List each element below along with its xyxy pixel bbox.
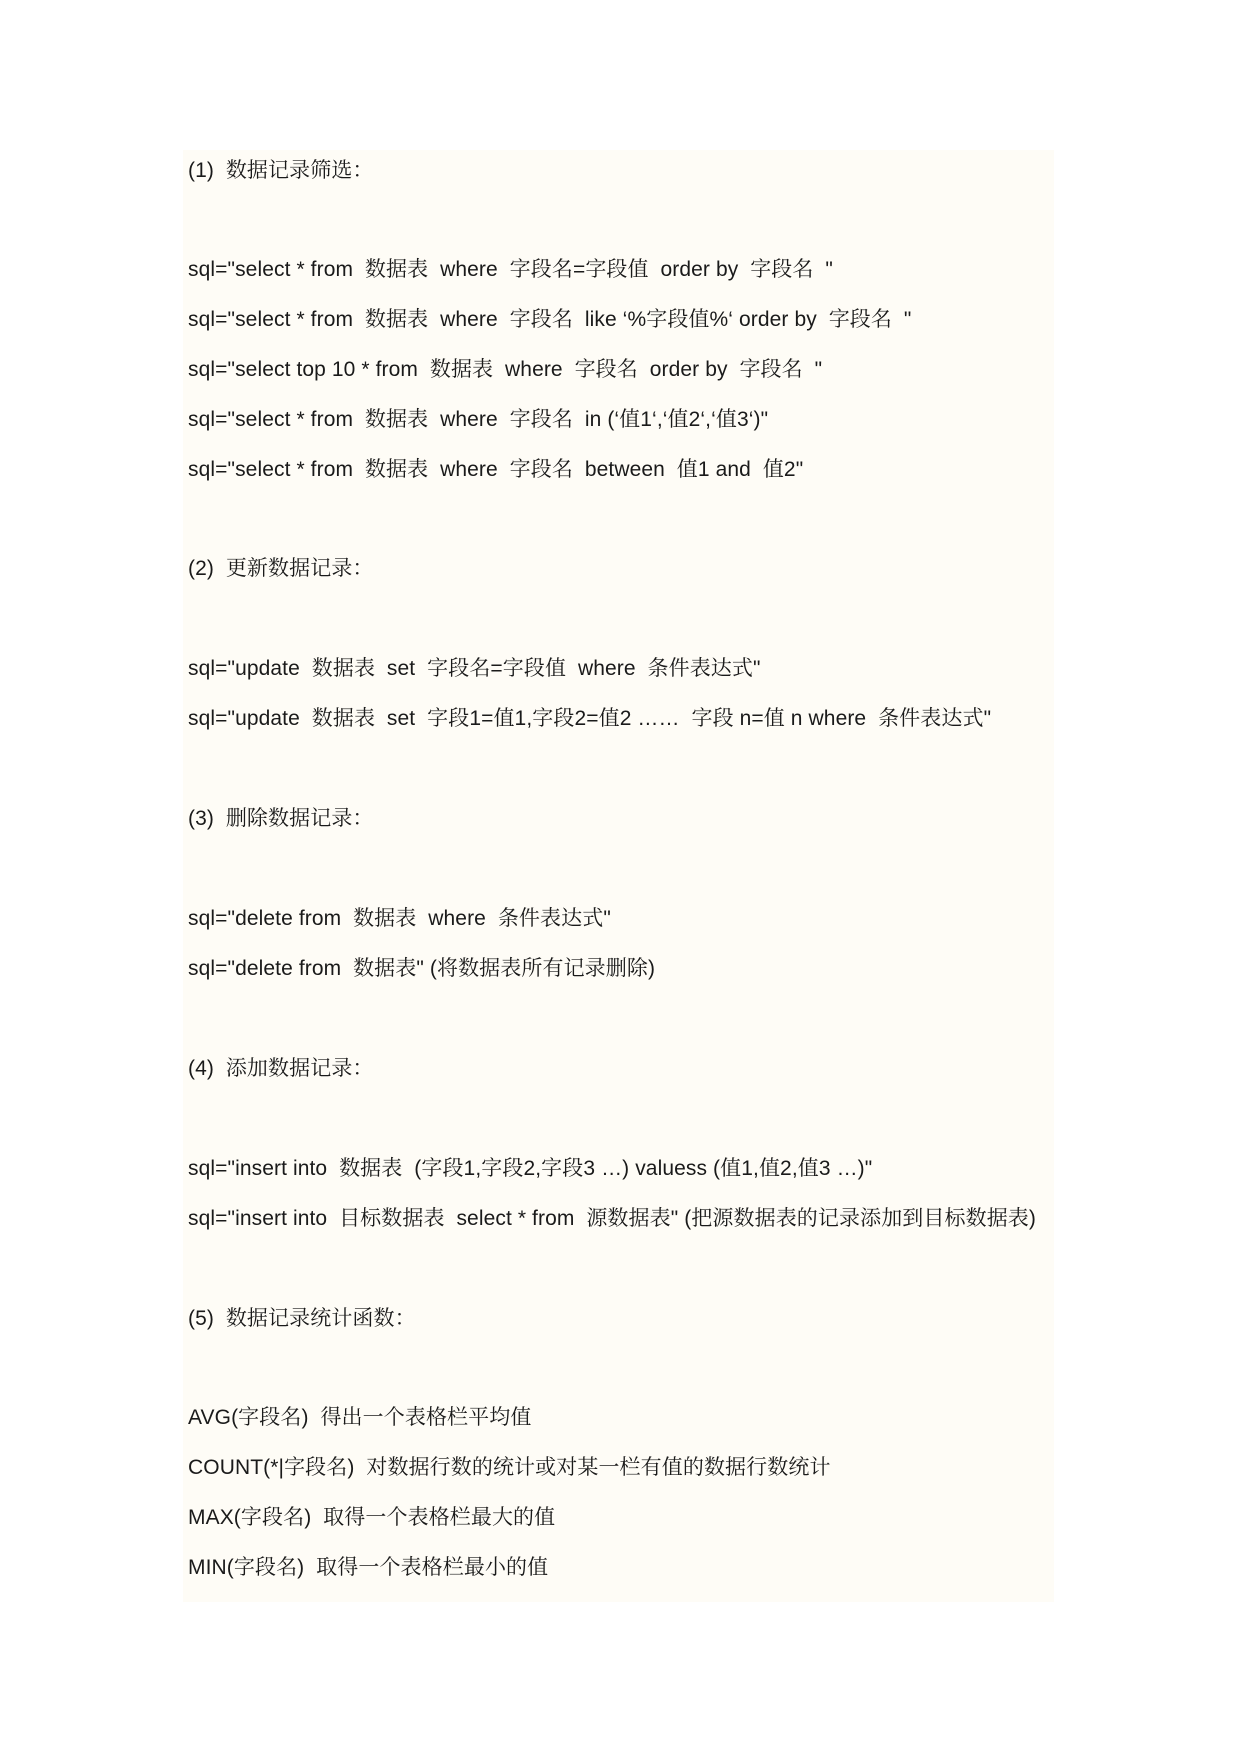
function-line: AVG(字段名) 得出一个表格栏平均值 [188, 1406, 532, 1429]
function-line: MIN(字段名) 取得一个表格栏最小的值 [188, 1556, 549, 1579]
section-1-heading: (1) 数据记录筛选： [188, 159, 374, 182]
code-line: sql="insert into 数据表 (字段1,字段2,字段3 …) valuess (值1,值2,值3 …)" [188, 1157, 873, 1180]
section-2-heading: (2) 更新数据记录： [188, 557, 374, 580]
code-line: sql="select * from 数据表 where 字段名=字段值 order by 字段名 " [188, 258, 833, 281]
code-line: sql="select top 10 * from 数据表 where 字段名 order by 字段名 " [188, 358, 823, 381]
section-3-heading: (3) 删除数据记录： [188, 807, 374, 830]
section-5-heading: (5) 数据记录统计函数： [188, 1307, 416, 1330]
code-line: sql="delete from 数据表 where 条件表达式" [188, 907, 611, 930]
function-line: MAX(字段名) 取得一个表格栏最大的值 [188, 1506, 556, 1529]
code-line: sql="update 数据表 set 字段1=值1,字段2=值2 …… 字段 n=值 n where 条件表达式" [188, 707, 992, 730]
code-line: sql="delete from 数据表" (将数据表所有记录删除) [188, 957, 656, 980]
code-line: sql="update 数据表 set 字段名=字段值 where 条件表达式" [188, 657, 761, 680]
section-4-heading: (4) 添加数据记录： [188, 1057, 374, 1080]
code-line: sql="select * from 数据表 where 字段名 in (‘值1‘,‘值2‘,‘值3‘)" [188, 408, 769, 431]
function-line: COUNT(*|字段名) 对数据行数的统计或对某一栏有值的数据行数统计 [188, 1456, 831, 1479]
code-line: sql="select * from 数据表 where 字段名 between 值1 and 值2" [188, 458, 804, 481]
code-line: sql="select * from 数据表 where 字段名 like ‘%字段值%‘ order by 字段名 " [188, 308, 912, 331]
code-line: sql="insert into 目标数据表 select * from 源数据表" (把源数据表的记录添加到目标数据表) [188, 1207, 1036, 1230]
